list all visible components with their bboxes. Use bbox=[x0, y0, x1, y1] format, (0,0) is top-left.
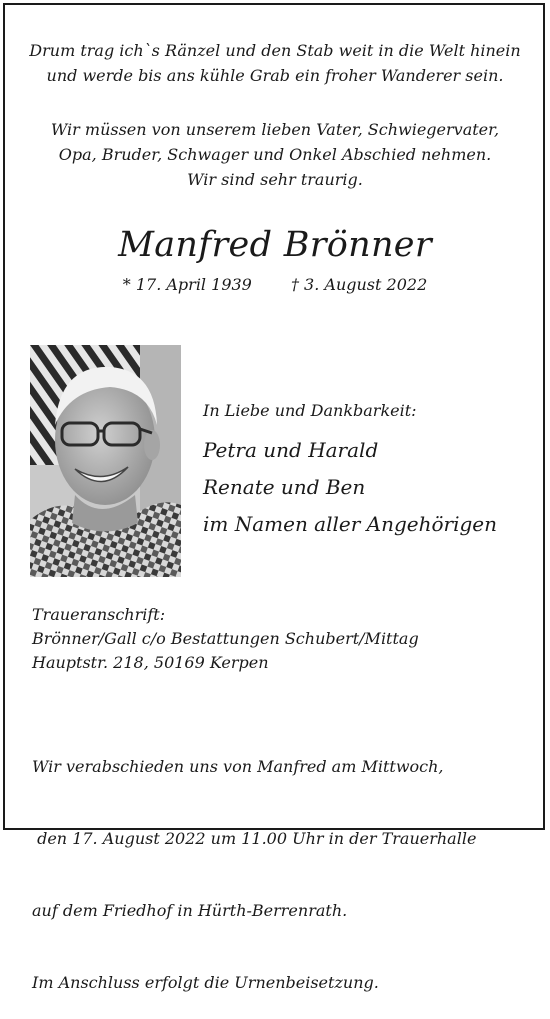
mourners-lead: In Liebe und Dankbarkeit: bbox=[203, 401, 417, 420]
motto-line: Drum trag ich`s Ränzel und den Stab weit in die Welt hinein bbox=[29, 41, 521, 60]
death-date: † 3. August 2022 bbox=[290, 275, 428, 294]
portrait-photo bbox=[30, 345, 181, 577]
motto-verse bbox=[0, 38, 550, 88]
life-dates bbox=[0, 274, 550, 296]
funeral-line: auf dem Friedhof in Hürth-Berrenrath. bbox=[32, 901, 348, 920]
motto-line: und werde bis ans kühle Grab ein froher Wanderer sein. bbox=[46, 66, 504, 85]
mourner-name: im Namen aller Angehörigen bbox=[203, 512, 498, 536]
intro-text bbox=[0, 117, 550, 192]
funeral-line: Wir verabschieden uns von Manfred am Mittwoch, bbox=[32, 757, 444, 776]
funeral-line: den 17. August 2022 um 11.00 Uhr in der Trauerhalle bbox=[32, 829, 477, 848]
address-line: Hauptstr. 218, 50169 Kerpen bbox=[32, 653, 269, 672]
intro-line: Wir müssen von unserem lieben Vater, Schwiegervater, bbox=[50, 120, 500, 139]
mourner-name: Petra und Harald bbox=[203, 438, 379, 462]
mourner-name: Renate und Ben bbox=[203, 475, 366, 499]
funeral-notice bbox=[32, 707, 476, 1019]
address-line: Traueranschrift: bbox=[32, 605, 166, 624]
mourning-address bbox=[32, 603, 419, 675]
portrait-image bbox=[30, 345, 181, 577]
intro-line: Opa, Bruder, Schwager und Onkel Abschied nehmen. bbox=[58, 145, 492, 164]
funeral-line: Im Anschluss erfolgt die Urnenbeisetzung. bbox=[32, 973, 379, 992]
birth-date: * 17. April 1939 bbox=[122, 275, 252, 294]
deceased-name: Manfred Brönner bbox=[118, 225, 432, 265]
intro-line: Wir sind sehr traurig. bbox=[187, 170, 363, 189]
address-line: Brönner/Gall c/o Bestattungen Schubert/Mittag bbox=[32, 629, 419, 648]
mourners-block bbox=[203, 400, 497, 543]
